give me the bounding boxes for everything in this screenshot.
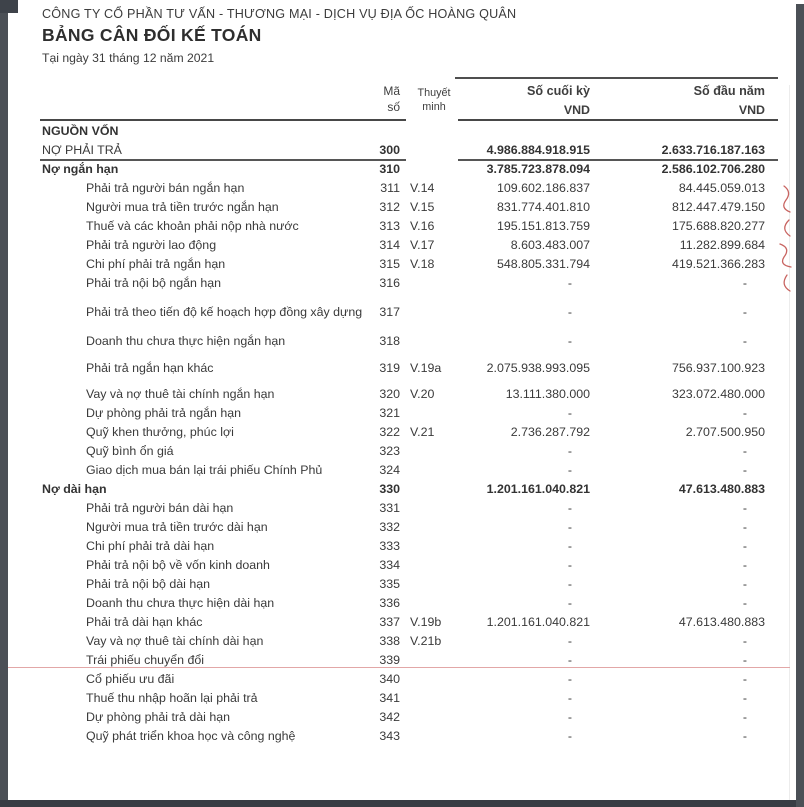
row-note [400,575,460,594]
row-note: V.17 [410,238,435,252]
row-end-period-value: - [567,596,572,610]
row-end-period-value: 4.986.884.918.915 [486,143,590,157]
row-code: 310 [379,162,400,176]
row-begin-period-value: - [742,653,747,667]
row-begin-period-value: - [742,406,747,420]
table-row [42,404,765,423]
row-code: 334 [379,558,400,572]
row-begin-period-value: - [742,305,747,319]
row-label: Thuế và các khoản phải nộp nhà nước [86,219,299,233]
table-row [42,499,765,518]
row-code: 332 [379,520,400,534]
table-row [42,160,765,179]
row-note [400,442,460,461]
row-begin-period-value: 84.445.059.013 [678,181,765,195]
column-header-code: Mã [383,84,400,98]
table-row [42,255,765,274]
row-end-period-value: 3.785.723.878.094 [486,162,590,176]
row-code: 333 [379,539,400,553]
row-begin-period-value: 2.586.102.706.280 [661,162,765,176]
row-code: 317 [379,305,400,319]
row-end-period-value: 2.075.938.993.095 [486,361,590,375]
row-label: Phải trả nội bộ ngắn hạn [86,276,222,290]
row-end-period-value: 1.201.161.040.821 [486,482,590,496]
balance-sheet-table [42,122,765,746]
row-label: Trái phiếu chuyển đổi [86,653,205,667]
row-end-period-value: - [567,276,572,290]
row-label: Nợ dài hạn [42,482,107,496]
row-begin-period-value: - [742,672,747,686]
row-begin-period-value [590,122,765,141]
row-note [400,480,460,499]
table-row [42,537,765,556]
row-label: Quỹ khen thưởng, phúc lợi [86,425,234,439]
row-label: Phải trả nội bộ về vốn kinh doanh [86,558,270,572]
row-begin-period-value: 11.282.899.684 [679,238,765,252]
row-end-period-value: - [567,691,572,705]
row-label: Phải trả nội bộ dài hạn [86,577,210,591]
row-note [400,708,460,727]
header-bottom-rule-right [458,119,778,121]
row-note [400,332,460,351]
table-row [42,632,765,651]
row-label: NGUỒN VỐN [42,124,119,138]
header-bottom-rule-left [40,119,406,121]
row-code: 337 [379,615,400,629]
row-label: Phải trả theo tiến độ kế hoạch hợp đồng xây dựng [86,305,363,319]
row-begin-period-value: 47.613.480.883 [678,615,765,629]
page-title: BẢNG CÂN ĐỐI KẾ TOÁN [42,25,262,45]
row-begin-period-value: - [742,729,747,743]
row-note [400,499,460,518]
row-end-period-value: - [567,444,572,458]
row-begin-period-value: - [742,577,747,591]
row-end-period-value: - [567,729,572,743]
row-note [400,141,460,160]
row-note [400,556,460,575]
table-row [42,236,765,255]
row-label: Thuế thu nhập hoãn lại phải trả [86,691,258,705]
row-label: Vay và nợ thuê tài chính dài hạn [86,634,264,648]
row-begin-period-value: - [742,334,747,348]
column-header-end-period: Số cuối kỳ [527,84,590,98]
row-end-period-value: - [567,653,572,667]
row-code: 312 [379,200,400,214]
viewer-bottom-edge [0,800,796,807]
table-row [42,141,765,160]
column-header-note-line2: minh [422,101,446,113]
row-code: 331 [379,501,400,515]
row-end-period-value: - [567,406,572,420]
row-note [400,537,460,556]
table-row [42,708,765,727]
row-note: V.14 [410,181,435,195]
row-end-period-value: - [567,634,572,648]
row-note [400,727,460,746]
row-end-period-value: - [567,305,572,319]
column-header-begin-currency: VND [738,103,765,117]
row-code: 342 [379,710,400,724]
row-code [368,122,400,141]
viewer-corner [0,0,18,13]
row-code: 316 [379,276,400,290]
row-label: Chi phí phải trả ngắn hạn [86,257,226,271]
row-label: Người mua trả tiền trước ngắn hạn [86,200,279,214]
row-note [400,689,460,708]
row-label: Phải trả người lao động [86,238,217,252]
row-code: 339 [379,653,400,667]
row-end-period-value: - [567,577,572,591]
table-row [42,556,765,575]
column-header-code-line2: số [387,100,400,114]
row-label: Phải trả dài hạn khác [86,615,203,629]
row-note [400,122,460,141]
row-label: NỢ PHẢI TRẢ [42,143,122,157]
row-code: 315 [379,257,400,271]
row-end-period-value: - [567,558,572,572]
row-note: V.21 [410,425,435,439]
row-end-period-value: 109.602.186.837 [496,181,590,195]
row-label: Doanh thu chưa thực hiện dài hạn [86,596,275,610]
row-label: Cổ phiếu ưu đãi [86,672,175,686]
row-end-period-value: 831.774.401.810 [496,200,590,214]
column-header-begin-period: Số đầu năm [693,84,765,98]
row-code: 330 [379,482,400,496]
row-label: Quỹ bình ổn giá [86,444,174,458]
header-top-rule [455,77,778,79]
row-end-period-value [460,122,590,141]
table-row [42,594,765,613]
row-code: 336 [379,596,400,610]
row-note [400,274,460,293]
row-note [400,160,460,179]
row-code: 321 [379,406,400,420]
row-begin-period-value: - [742,691,747,705]
row-begin-period-value: 756.937.100.923 [671,361,765,375]
row-label: Người mua trả tiền trước dài hạn [86,520,268,534]
row-begin-period-value: - [742,710,747,724]
row-begin-period-value: - [742,276,747,290]
row-begin-period-value: 47.613.480.883 [678,482,765,496]
row-label: Chi phí phải trả dài hạn [86,539,215,553]
row-note: V.19a [410,361,442,375]
row-begin-period-value: 2.707.500.950 [685,425,765,439]
row-label: Dự phòng phải trả ngắn hạn [86,406,242,420]
row-end-period-value: - [567,539,572,553]
row-begin-period-value: 419.521.366.283 [671,257,765,271]
handwritten-red-marks [772,180,800,305]
row-code: 340 [379,672,400,686]
table-row [42,442,765,461]
row-begin-period-value: - [742,558,747,572]
row-note: V.16 [410,219,435,233]
row-end-period-value: 13.111.380.000 [505,387,590,401]
row-end-period-value: - [567,501,572,515]
table-row [42,480,765,499]
table-row [42,303,765,322]
table-row [42,689,765,708]
row-note: V.19b [410,615,442,629]
row-end-period-value: 2.736.287.792 [510,425,590,439]
row-begin-period-value: 175.688.820.277 [671,219,765,233]
row-code: 318 [379,334,400,348]
table-row [42,274,765,293]
row-end-period-value: - [567,672,572,686]
row-note: V.15 [410,200,435,214]
row-code: 300 [379,143,400,157]
company-name: CÔNG TY CỔ PHẦN TƯ VẤN - THƯƠNG MẠI - DỊCH VỤ ĐỊA ỐC HOÀNG QUÂN [42,7,517,21]
row-begin-period-value: - [742,444,747,458]
row-begin-period-value: - [742,634,747,648]
row-note: V.18 [410,257,435,271]
row-label: Giao dịch mua bán lại trái phiếu Chính Phủ [86,463,323,477]
table-row [42,385,765,404]
table-row [42,518,765,537]
row-code: 341 [379,691,400,705]
table-row [42,423,765,442]
row-note [400,670,460,689]
row-end-period-value: 195.151.813.759 [496,219,590,233]
row-begin-period-value: - [742,596,747,610]
row-note [400,518,460,537]
row-note [400,461,460,480]
row-begin-period-value: - [742,520,747,534]
row-code: 314 [379,238,400,252]
table-row [42,670,765,689]
row-end-period-value: - [567,710,572,724]
row-begin-period-value: 323.072.480.000 [671,387,765,401]
viewer-left-edge [0,0,8,807]
row-code: 323 [379,444,400,458]
row-label: Vay và nợ thuê tài chính ngắn hạn [86,387,275,401]
table-row [42,198,765,217]
row-code: 322 [379,425,400,439]
row-label: Phải trả người bán ngắn hạn [86,181,245,195]
report-date: Tại ngày 31 tháng 12 năm 2021 [42,51,215,65]
table-row [42,332,765,351]
table-row [42,122,765,141]
table-row [42,613,765,632]
table-row [42,461,765,480]
row-note [400,303,460,322]
row-end-period-value: 548.805.331.794 [496,257,590,271]
table-row [42,217,765,236]
table-row [42,359,765,378]
row-label: Nợ ngắn hạn [42,162,119,176]
row-code: 313 [379,219,400,233]
table-row [42,575,765,594]
table-row [42,727,765,746]
row-code: 320 [379,387,400,401]
row-code: 324 [379,463,400,477]
table-row [42,179,765,198]
column-header-note: Thuyết [417,87,451,99]
row-code: 319 [379,361,400,375]
row-end-period-value: - [567,334,572,348]
row-code: 343 [379,729,400,743]
viewer-right-edge [796,4,804,807]
row-label: Quỹ phát triển khoa học và công nghệ [86,729,296,743]
row-code: 311 [380,181,400,195]
row-begin-period-value: - [742,463,747,477]
row-begin-period-value: 2.633.716.187.163 [661,143,765,157]
row-note: V.20 [410,387,435,401]
row-label: Doanh thu chưa thực hiện ngắn hạn [86,334,286,348]
row-end-period-value: - [567,520,572,534]
scan-pink-divider [8,667,790,668]
column-header-end-currency: VND [563,103,590,117]
row-begin-period-value: 812.447.479.150 [671,200,765,214]
row-label: Phải trả ngắn hạn khác [86,361,214,375]
row-end-period-value: 8.603.483.007 [510,238,590,252]
row-begin-period-value: - [742,539,747,553]
row-label: Phải trả người bán dài hạn [86,501,234,515]
row-note: V.21b [410,634,442,648]
row-label: Dự phòng phải trả dài hạn [86,710,231,724]
row-end-period-value: 1.201.161.040.821 [486,615,590,629]
row-code: 335 [379,577,400,591]
row-begin-period-value: - [742,501,747,515]
row-note [400,594,460,613]
row-end-period-value: - [567,463,572,477]
row-note [400,404,460,423]
row-code: 338 [379,634,400,648]
